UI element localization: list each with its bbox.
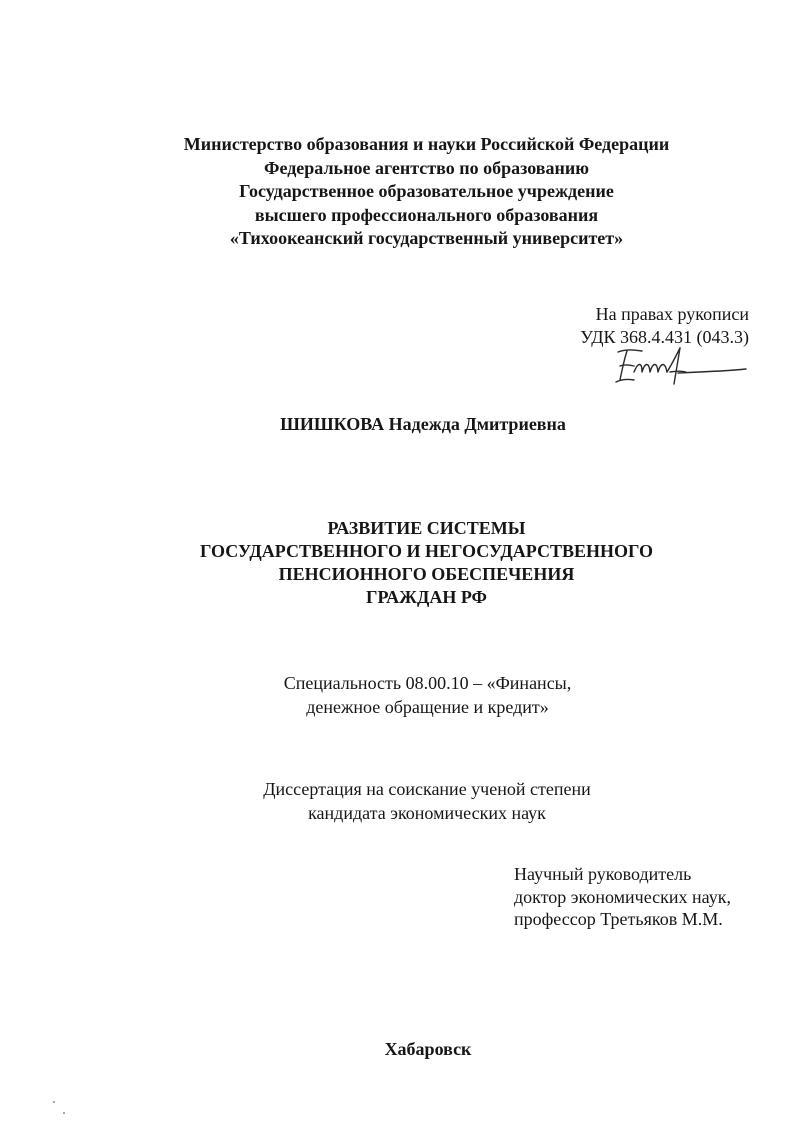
- ministry-line: Министерство образования и науки Российской Федерации: [183, 134, 670, 154]
- agency-line: Федеральное агентство по образованию: [263, 157, 590, 178]
- speciality-line: Специальность 08.00.10 – «Финансы,: [283, 673, 572, 693]
- degree-statement: [0, 778, 793, 825]
- title-line: РАЗВИТИЕ СИСТЕМЫ: [327, 518, 526, 538]
- supervisor-block: [514, 863, 731, 931]
- university-name-line: «Тихоокеанский государственный университет»: [229, 228, 624, 248]
- supervisor-role: Научный руководитель: [514, 864, 692, 884]
- education-level-line: высшего профессионального образования: [254, 204, 599, 225]
- institution-type-line: Государственное образовательное учреждение: [239, 181, 614, 201]
- degree-line: кандидата экономических наук: [308, 802, 546, 823]
- title-line: ГОСУДАРСТВЕННОГО И НЕГОСУДАРСТВЕННОГО: [199, 541, 653, 561]
- city-name: Хабаровск: [384, 1039, 472, 1059]
- title-line: ПЕНСИОННОГО ОБЕСПЕЧЕНИЯ: [278, 564, 575, 584]
- supervisor-degree: доктор экономических наук,: [514, 886, 731, 907]
- scan-speck: [63, 1112, 65, 1114]
- dissertation-title: [0, 517, 793, 609]
- speciality-line: денежное обращение и кредит»: [306, 696, 549, 717]
- supervisor-name: профессор Третьяков М.М.: [514, 909, 723, 929]
- handwritten-signature: [612, 342, 752, 390]
- author-name: ШИШКОВА Надежда Дмитриевна: [280, 414, 566, 434]
- rights-note: На правах рукописи: [595, 304, 749, 324]
- institution-header: [0, 133, 793, 251]
- title-line: ГРАЖДАН РФ: [366, 587, 487, 607]
- scan-speck: [53, 1101, 55, 1103]
- degree-line: Диссертация на соискание ученой степени: [263, 779, 591, 799]
- udc-code: УДК 368.4.431 (043.3): [580, 327, 749, 347]
- speciality-block: [0, 672, 793, 719]
